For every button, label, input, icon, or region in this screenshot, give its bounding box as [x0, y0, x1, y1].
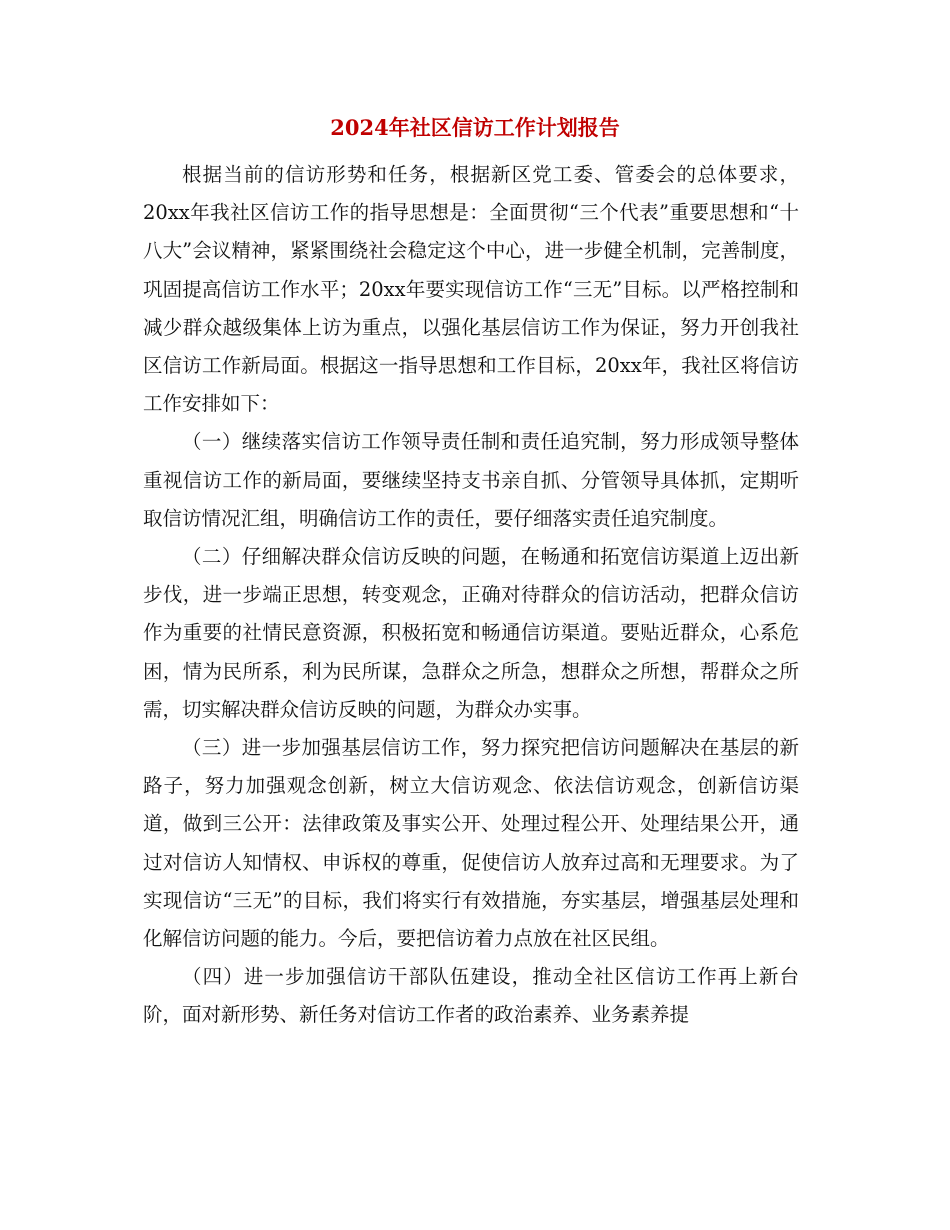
paragraph-item-3: （三）进一步加强基层信访工作，努力探究把信访问题解决在基层的新路子，努力加强观念创新，树立大信访观念、依法信访观念，创新信访渠道，做到三公开：法律政策及事实公开、处理过程公开、处理结果公开，通过对信访人知情权、申诉权的尊重，促使信访人放弃过高和无理要求。为了实现信访“三无”的目标，我们将实行有效措施，夯实基层，增强基层处理和化解信访问题的能力。今后，要把信访着力点放在社区民组。 [143, 736, 799, 951]
document-title: 2024年社区信访工作计划报告 [330, 115, 620, 140]
paragraph-intro: 根据当前的信访形势和任务，根据新区党工委、管委会的总体要求，20xx年我社区信访工作的指导思想是：全面贯彻“三个代表”重要思想和“十八大”会议精神，紧紧围绕社会稳定这个中心，进一步健全机制，完善制度，巩固提高信访工作水平；20xx年要实现信访工作“三无”目标。以严格控制和减少群众越级集体上访为重点，以强化基层信访工作为保证，努力开创我社区信访工作新局面。根据这一指导思想和工作目标，20xx年，我社区将信访工作安排如下： [143, 163, 799, 416]
paragraph-item-4: （四）进一步加强信访干部队伍建设，推动全社区信访工作再上新台阶，面对新形势、新任务对信访工作者的政治素养、业务素养提 [143, 965, 799, 1027]
paragraph-item-1: （一）继续落实信访工作领导责任制和责任追究制，努力形成领导整体重视信访工作的新局面，要继续坚持支书亲自抓、分管领导具体抓，定期听取信访情况汇组，明确信访工作的责任，要仔细落实责任追究制度。 [143, 430, 799, 530]
document-body [143, 156, 799, 1035]
paragraph-item-2: （二）仔细解决群众信访反映的问题，在畅通和拓宽信访渠道上迈出新步伐，进一步端正思想，转变观念，正确对待群众的信访活动，把群众信访作为重要的社情民意资源，积极拓宽和畅通信访渠道。要贴近群众，心系危困，情为民所系，利为民所谋，急群众之所急，想群众之所想，帮群众之所需，切实解决群众信访反映的问题，为群众办实事。 [143, 545, 799, 721]
